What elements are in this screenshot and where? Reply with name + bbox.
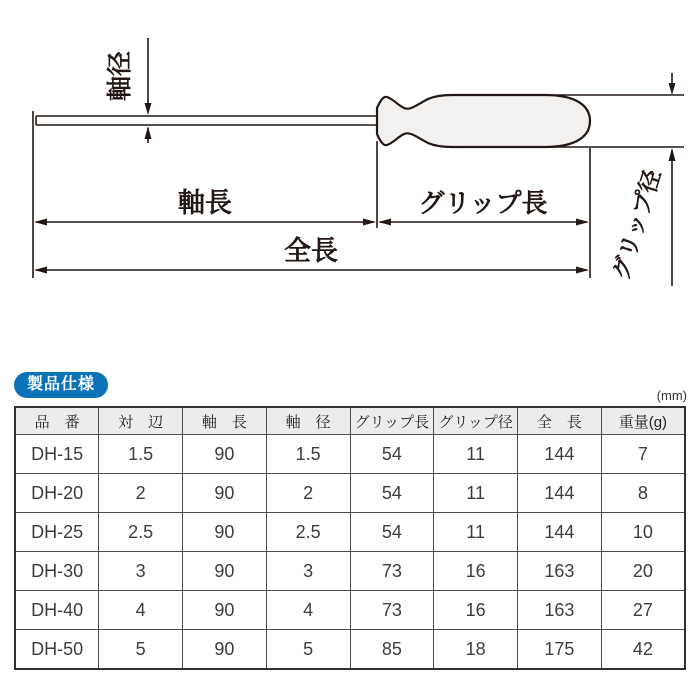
col-header: 品 番 — [15, 407, 99, 435]
unit-note: (mm) — [656, 388, 687, 403]
spec-cell: 27 — [601, 591, 685, 630]
shaft-length-label: 軸長 — [178, 188, 232, 218]
spec-cell: 1.5 — [99, 435, 183, 474]
spec-cell: 42 — [601, 630, 685, 670]
grip-diameter-label: グリップ径 — [607, 166, 666, 284]
spec-cell: 4 — [266, 591, 350, 630]
spec-cell: 11 — [434, 474, 518, 513]
spec-cell: 54 — [350, 513, 434, 552]
spec-cell: 73 — [350, 591, 434, 630]
spec-cell: 2.5 — [266, 513, 350, 552]
spec-section-badge: 製品仕様 — [14, 372, 108, 398]
spec-cell: 144 — [518, 435, 602, 474]
spec-cell: 16 — [434, 591, 518, 630]
spec-cell: 4 — [99, 591, 183, 630]
spec-cell: 5 — [266, 630, 350, 670]
spec-cell: 10 — [601, 513, 685, 552]
spec-cell: 90 — [183, 552, 267, 591]
spec-cell: 144 — [518, 474, 602, 513]
spec-cell: 3 — [99, 552, 183, 591]
spec-cell: 54 — [350, 435, 434, 474]
spec-cell: 54 — [350, 474, 434, 513]
spec-cell: 85 — [350, 630, 434, 670]
spec-cell: 11 — [434, 435, 518, 474]
spec-cell: 5 — [99, 630, 183, 670]
spec-cell: 90 — [183, 435, 267, 474]
table-row — [15, 552, 685, 591]
spec-cell: 2 — [266, 474, 350, 513]
col-header: 重量(g) — [601, 407, 685, 435]
spec-table-header-row — [15, 407, 685, 435]
spec-cell: 1.5 — [266, 435, 350, 474]
spec-cell: 163 — [518, 591, 602, 630]
part-number-cell: DH-30 — [15, 552, 99, 591]
spec-cell: 90 — [183, 513, 267, 552]
spec-table-body — [15, 435, 685, 670]
table-row — [15, 513, 685, 552]
table-row — [15, 591, 685, 630]
driver-dimension-diagram — [0, 0, 700, 345]
spec-cell: 90 — [183, 474, 267, 513]
table-row — [15, 435, 685, 474]
spec-cell: 2 — [99, 474, 183, 513]
spec-cell: 175 — [518, 630, 602, 670]
spec-cell: 16 — [434, 552, 518, 591]
spec-cell: 163 — [518, 552, 602, 591]
col-header: 軸 径 — [266, 407, 350, 435]
spec-cell: 73 — [350, 552, 434, 591]
part-number-cell: DH-50 — [15, 630, 99, 670]
spec-cell: 11 — [434, 513, 518, 552]
spec-cell: 18 — [434, 630, 518, 670]
col-header: グリップ長 — [350, 407, 434, 435]
col-header: 対 辺 — [99, 407, 183, 435]
spec-cell: 2.5 — [99, 513, 183, 552]
shaft-diameter-label: 軸径 — [106, 50, 134, 102]
spec-cell: 90 — [183, 591, 267, 630]
part-number-cell: DH-20 — [15, 474, 99, 513]
col-header: 全 長 — [518, 407, 602, 435]
part-number-cell: DH-40 — [15, 591, 99, 630]
shaft-outline — [36, 116, 377, 125]
spec-cell: 3 — [266, 552, 350, 591]
spec-cell: 20 — [601, 552, 685, 591]
spec-table — [14, 406, 686, 670]
spec-cell: 7 — [601, 435, 685, 474]
grip-outline — [377, 95, 590, 147]
part-number-cell: DH-15 — [15, 435, 99, 474]
col-header: グリップ径 — [434, 407, 518, 435]
table-row — [15, 630, 685, 670]
grip-length-label: グリップ長 — [418, 188, 548, 218]
table-row — [15, 474, 685, 513]
spec-cell: 90 — [183, 630, 267, 670]
total-length-label: 全長 — [284, 236, 338, 266]
spec-cell: 144 — [518, 513, 602, 552]
col-header: 軸 長 — [183, 407, 267, 435]
spec-cell: 8 — [601, 474, 685, 513]
part-number-cell: DH-25 — [15, 513, 99, 552]
